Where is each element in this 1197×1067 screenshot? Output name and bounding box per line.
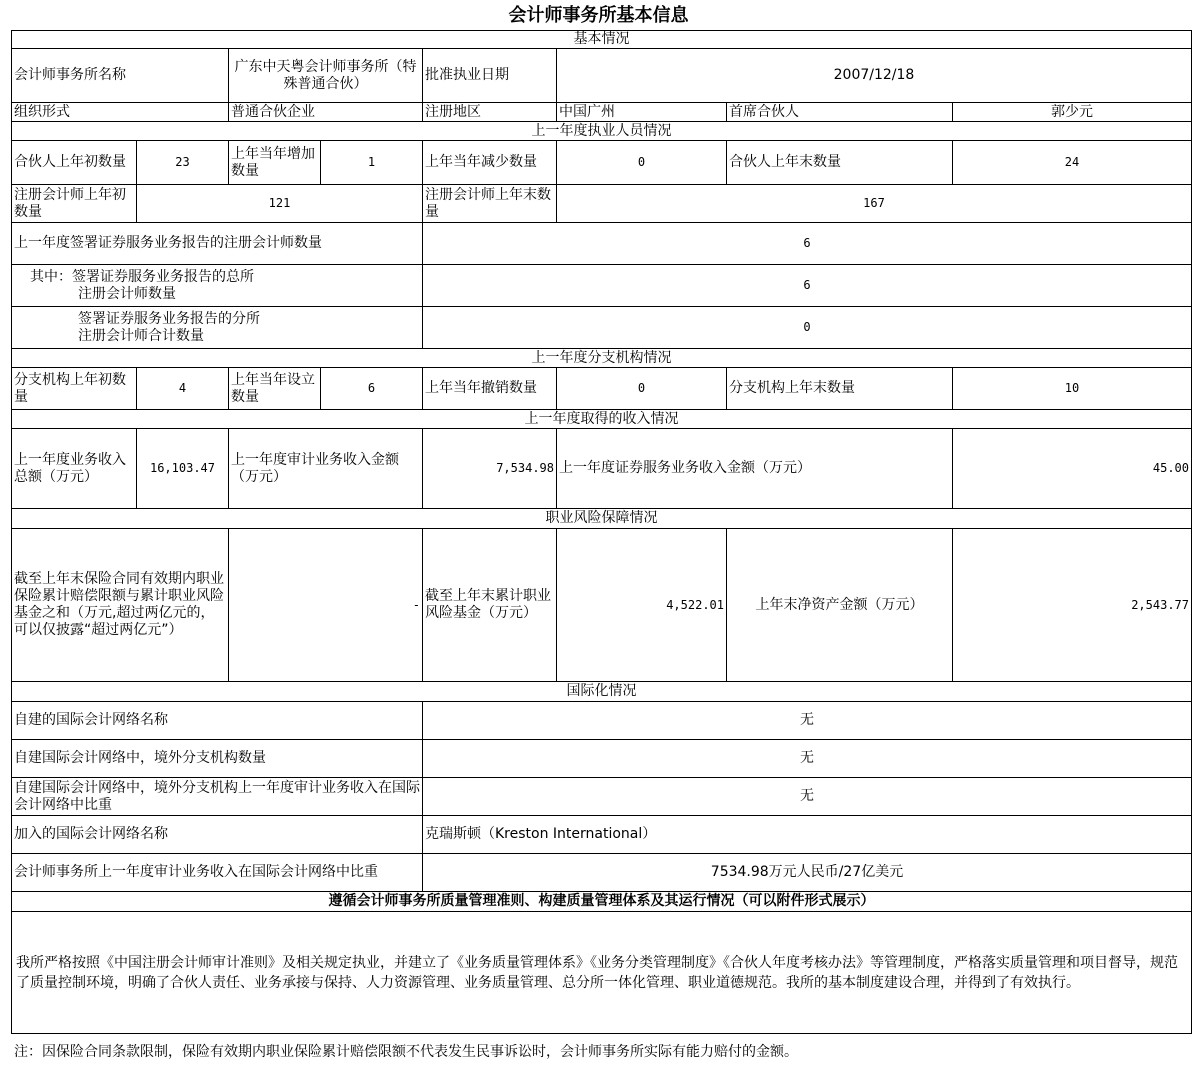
hq-cpa-label-line2: 注册会计师数量 <box>78 285 176 302</box>
risk-fund-label: 截至上年末累计职业风险基金（万元） <box>423 529 557 682</box>
branches-end-value: 10 <box>953 368 1192 410</box>
insurance-value: - <box>229 529 423 682</box>
own-network-value: 无 <box>423 702 1192 740</box>
region-value: 中国广州 <box>557 103 727 122</box>
income-total-value: 16,103.47 <box>137 429 229 509</box>
income-securities-value: 45.00 <box>953 429 1192 509</box>
overseas-ratio-value: 无 <box>423 778 1192 816</box>
firm-name-value: 广东中天粤会计师事务所（特殊普通合伙） <box>229 49 423 103</box>
approval-date-label: 批准执业日期 <box>423 49 557 103</box>
net-assets-value: 2,543.77 <box>953 529 1192 682</box>
branches-end-label: 分支机构上年末数量 <box>727 368 953 410</box>
branches-revoked-label: 上年当年撤销数量 <box>423 368 557 410</box>
branch-cpa-value: 0 <box>423 307 1192 349</box>
income-total-label: 上一年度业务收入总额（万元） <box>12 429 137 509</box>
quality-text: 我所严格按照《中国注册会计师审计准则》及相关规定执业，并建立了《业务质量管理体系》《业务分类管理制度》《合伙人年度考核办法》等管理制度，严格落实质量管理和项目督导，规范了质量控制环境，明确了合伙人责任、业务承接与保持、人力资源管理、业务质量管理、总分所一体化管理、职业道德规范。我所的基本制度建设合理，并得到了有效执行。 <box>12 912 1192 1034</box>
firm-name-label: 会计师事务所名称 <box>12 49 229 103</box>
risk-fund-value: 4,522.01 <box>557 529 727 682</box>
section-basic: 基本情况 <box>12 31 1192 49</box>
overseas-branches-value: 无 <box>423 740 1192 778</box>
section-international: 国际化情况 <box>12 682 1192 702</box>
section-income: 上一年度取得的收入情况 <box>12 410 1192 429</box>
partners-begin-label: 合伙人上年初数量 <box>12 141 137 185</box>
section-risk: 职业风险保障情况 <box>12 509 1192 529</box>
branch-cpa-label <box>12 307 423 349</box>
footnote: 注：因保险合同条款限制，保险有效期内职业保险累计赔偿限额不代表发生民事诉讼时，会计师事务所实际有能力赔付的金额。 <box>14 1044 798 1060</box>
securities-cpa-label: 上一年度签署证券服务业务报告的注册会计师数量 <box>12 223 423 265</box>
branch-cpa-label-line2: 注册会计师合计数量 <box>78 327 204 344</box>
firm-ratio-label: 会计师事务所上一年度审计业务收入在国际会计网络中比重 <box>12 854 423 892</box>
income-securities-label: 上一年度证券服务业务收入金额（万元） <box>557 429 953 509</box>
partners-reduced-value: 0 <box>557 141 727 185</box>
approval-date-value: 2007/12/18 <box>557 49 1192 103</box>
branches-established-label: 上年当年设立数量 <box>229 368 321 410</box>
section-staff: 上一年度执业人员情况 <box>12 122 1192 141</box>
hq-cpa-value: 6 <box>423 265 1192 307</box>
cpa-end-value: 167 <box>557 185 1192 223</box>
chief-partner-value: 郭少元 <box>953 103 1192 122</box>
section-quality: 遵循会计师事务所质量管理准则、构建质量管理体系及其运行情况（可以附件形式展示） <box>12 892 1192 912</box>
firm-info-table <box>11 30 1192 1034</box>
net-assets-label: 上年末净资产金额（万元） <box>727 529 953 682</box>
firm-ratio-value: 7534.98万元人民币/27亿美元 <box>423 854 1192 892</box>
chief-partner-label: 首席合伙人 <box>727 103 953 122</box>
partners-added-label: 上年当年增加数量 <box>229 141 321 185</box>
branches-established-value: 6 <box>321 368 423 410</box>
insurance-label: 截至上年末保险合同有效期内职业保险累计赔偿限额与累计职业风险基金之和（万元,超过两亿元的，可以仅披露“超过两亿元”） <box>12 529 229 682</box>
section-branches: 上一年度分支机构情况 <box>12 349 1192 368</box>
income-audit-label: 上一年度审计业务收入金额（万元） <box>229 429 423 509</box>
overseas-branches-label: 自建国际会计网络中，境外分支机构数量 <box>12 740 423 778</box>
joined-network-label: 加入的国际会计网络名称 <box>12 816 423 854</box>
securities-cpa-value: 6 <box>423 223 1192 265</box>
cpa-end-label: 注册会计师上年末数量 <box>423 185 557 223</box>
branches-begin-value: 4 <box>137 368 229 410</box>
region-label: 注册地区 <box>423 103 557 122</box>
partners-added-value: 1 <box>321 141 423 185</box>
branches-revoked-value: 0 <box>557 368 727 410</box>
partners-begin-value: 23 <box>137 141 229 185</box>
hq-cpa-label-line1: 其中：签署证券服务业务报告的总所 <box>30 268 254 285</box>
page-title: 会计师事务所基本信息 <box>508 5 689 26</box>
joined-network-value: 克瑞斯顿（Kreston International） <box>423 816 1192 854</box>
partners-end-value: 24 <box>953 141 1192 185</box>
partners-end-label: 合伙人上年末数量 <box>727 141 953 185</box>
partners-reduced-label: 上年当年减少数量 <box>423 141 557 185</box>
branch-cpa-label-line1: 签署证券服务业务报告的分所 <box>78 310 260 327</box>
org-form-label: 组织形式 <box>12 103 229 122</box>
income-audit-value: 7,534.98 <box>423 429 557 509</box>
cpa-begin-value: 121 <box>137 185 423 223</box>
hq-cpa-label <box>12 265 423 307</box>
branches-begin-label: 分支机构上年初数量 <box>12 368 137 410</box>
cpa-begin-label: 注册会计师上年初数量 <box>12 185 137 223</box>
overseas-ratio-label: 自建国际会计网络中，境外分支机构上一年度审计业务收入在国际会计网络中比重 <box>12 778 423 816</box>
own-network-label: 自建的国际会计网络名称 <box>12 702 423 740</box>
org-form-value: 普通合伙企业 <box>229 103 423 122</box>
